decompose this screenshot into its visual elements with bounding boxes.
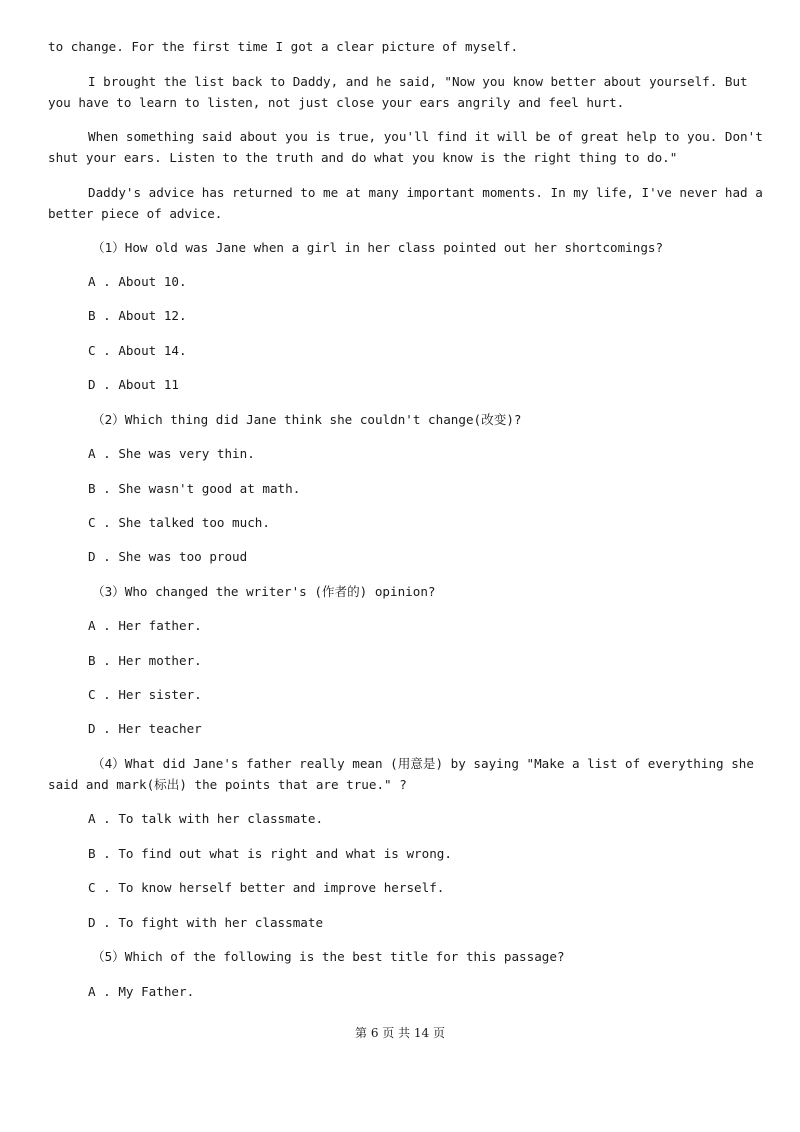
question-3-option-c: C . Her sister. xyxy=(88,687,202,702)
question-1-stem: （1）How old was Jane when a girl in her class pointed out her shortcomings? xyxy=(92,240,664,255)
passage-line-continued: to change. For the first time I got a clear picture of myself. xyxy=(48,39,519,54)
question-2-option-b: B . She wasn't good at math. xyxy=(88,481,301,496)
passage-paragraph-2: When something said about you is true, you'll find it will be of great help to you. Don't shut your ears. Listen to the truth and do what you know is the right thing to do." xyxy=(48,129,763,165)
question-4-option-b: B . To find out what is right and what is wrong. xyxy=(88,846,452,861)
page-footer: 第 6 页 共 14 页 xyxy=(355,1026,445,1040)
question-3-stem: （3）Who changed the writer's (作者的) opinion? xyxy=(92,584,436,599)
question-4-option-c: C . To know herself better and improve herself. xyxy=(88,880,445,895)
question-2-option-a: A . She was very thin. xyxy=(88,446,255,461)
question-1-option-b: B . About 12. xyxy=(88,308,187,323)
passage-paragraph-3: Daddy's advice has returned to me at many important moments. In my life, I've never had a better piece of advice. xyxy=(48,185,763,221)
question-5-option-a: A . My Father. xyxy=(88,984,195,999)
question-3-option-a: A . Her father. xyxy=(88,618,202,633)
question-3-option-b: B . Her mother. xyxy=(88,653,202,668)
question-2-stem: （2）Which thing did Jane think she couldn't change(改变)? xyxy=(92,412,522,427)
question-4-stem: （4）What did Jane's father really mean (用意是) by saying "Make a list of everything she said and mark(标出) the points that are true." ? xyxy=(48,756,754,792)
question-5-stem: （5）Which of the following is the best title for this passage? xyxy=(92,949,565,964)
question-1-option-a: A . About 10. xyxy=(88,274,187,289)
question-4-option-d: D . To fight with her classmate xyxy=(88,915,324,930)
question-1-option-c: C . About 14. xyxy=(88,343,187,358)
question-3-option-d: D . Her teacher xyxy=(88,721,202,736)
question-2-option-d: D . She was too proud xyxy=(88,549,248,564)
question-4-option-a: A . To talk with her classmate. xyxy=(88,811,324,826)
question-1-option-d: D . About 11 xyxy=(88,377,179,392)
passage-paragraph-1: I brought the list back to Daddy, and he said, "Now you know better about yourself. But you have to learn to listen, not just close your ears angrily and feel hurt. xyxy=(48,74,748,110)
question-2-option-c: C . She talked too much. xyxy=(88,515,270,530)
